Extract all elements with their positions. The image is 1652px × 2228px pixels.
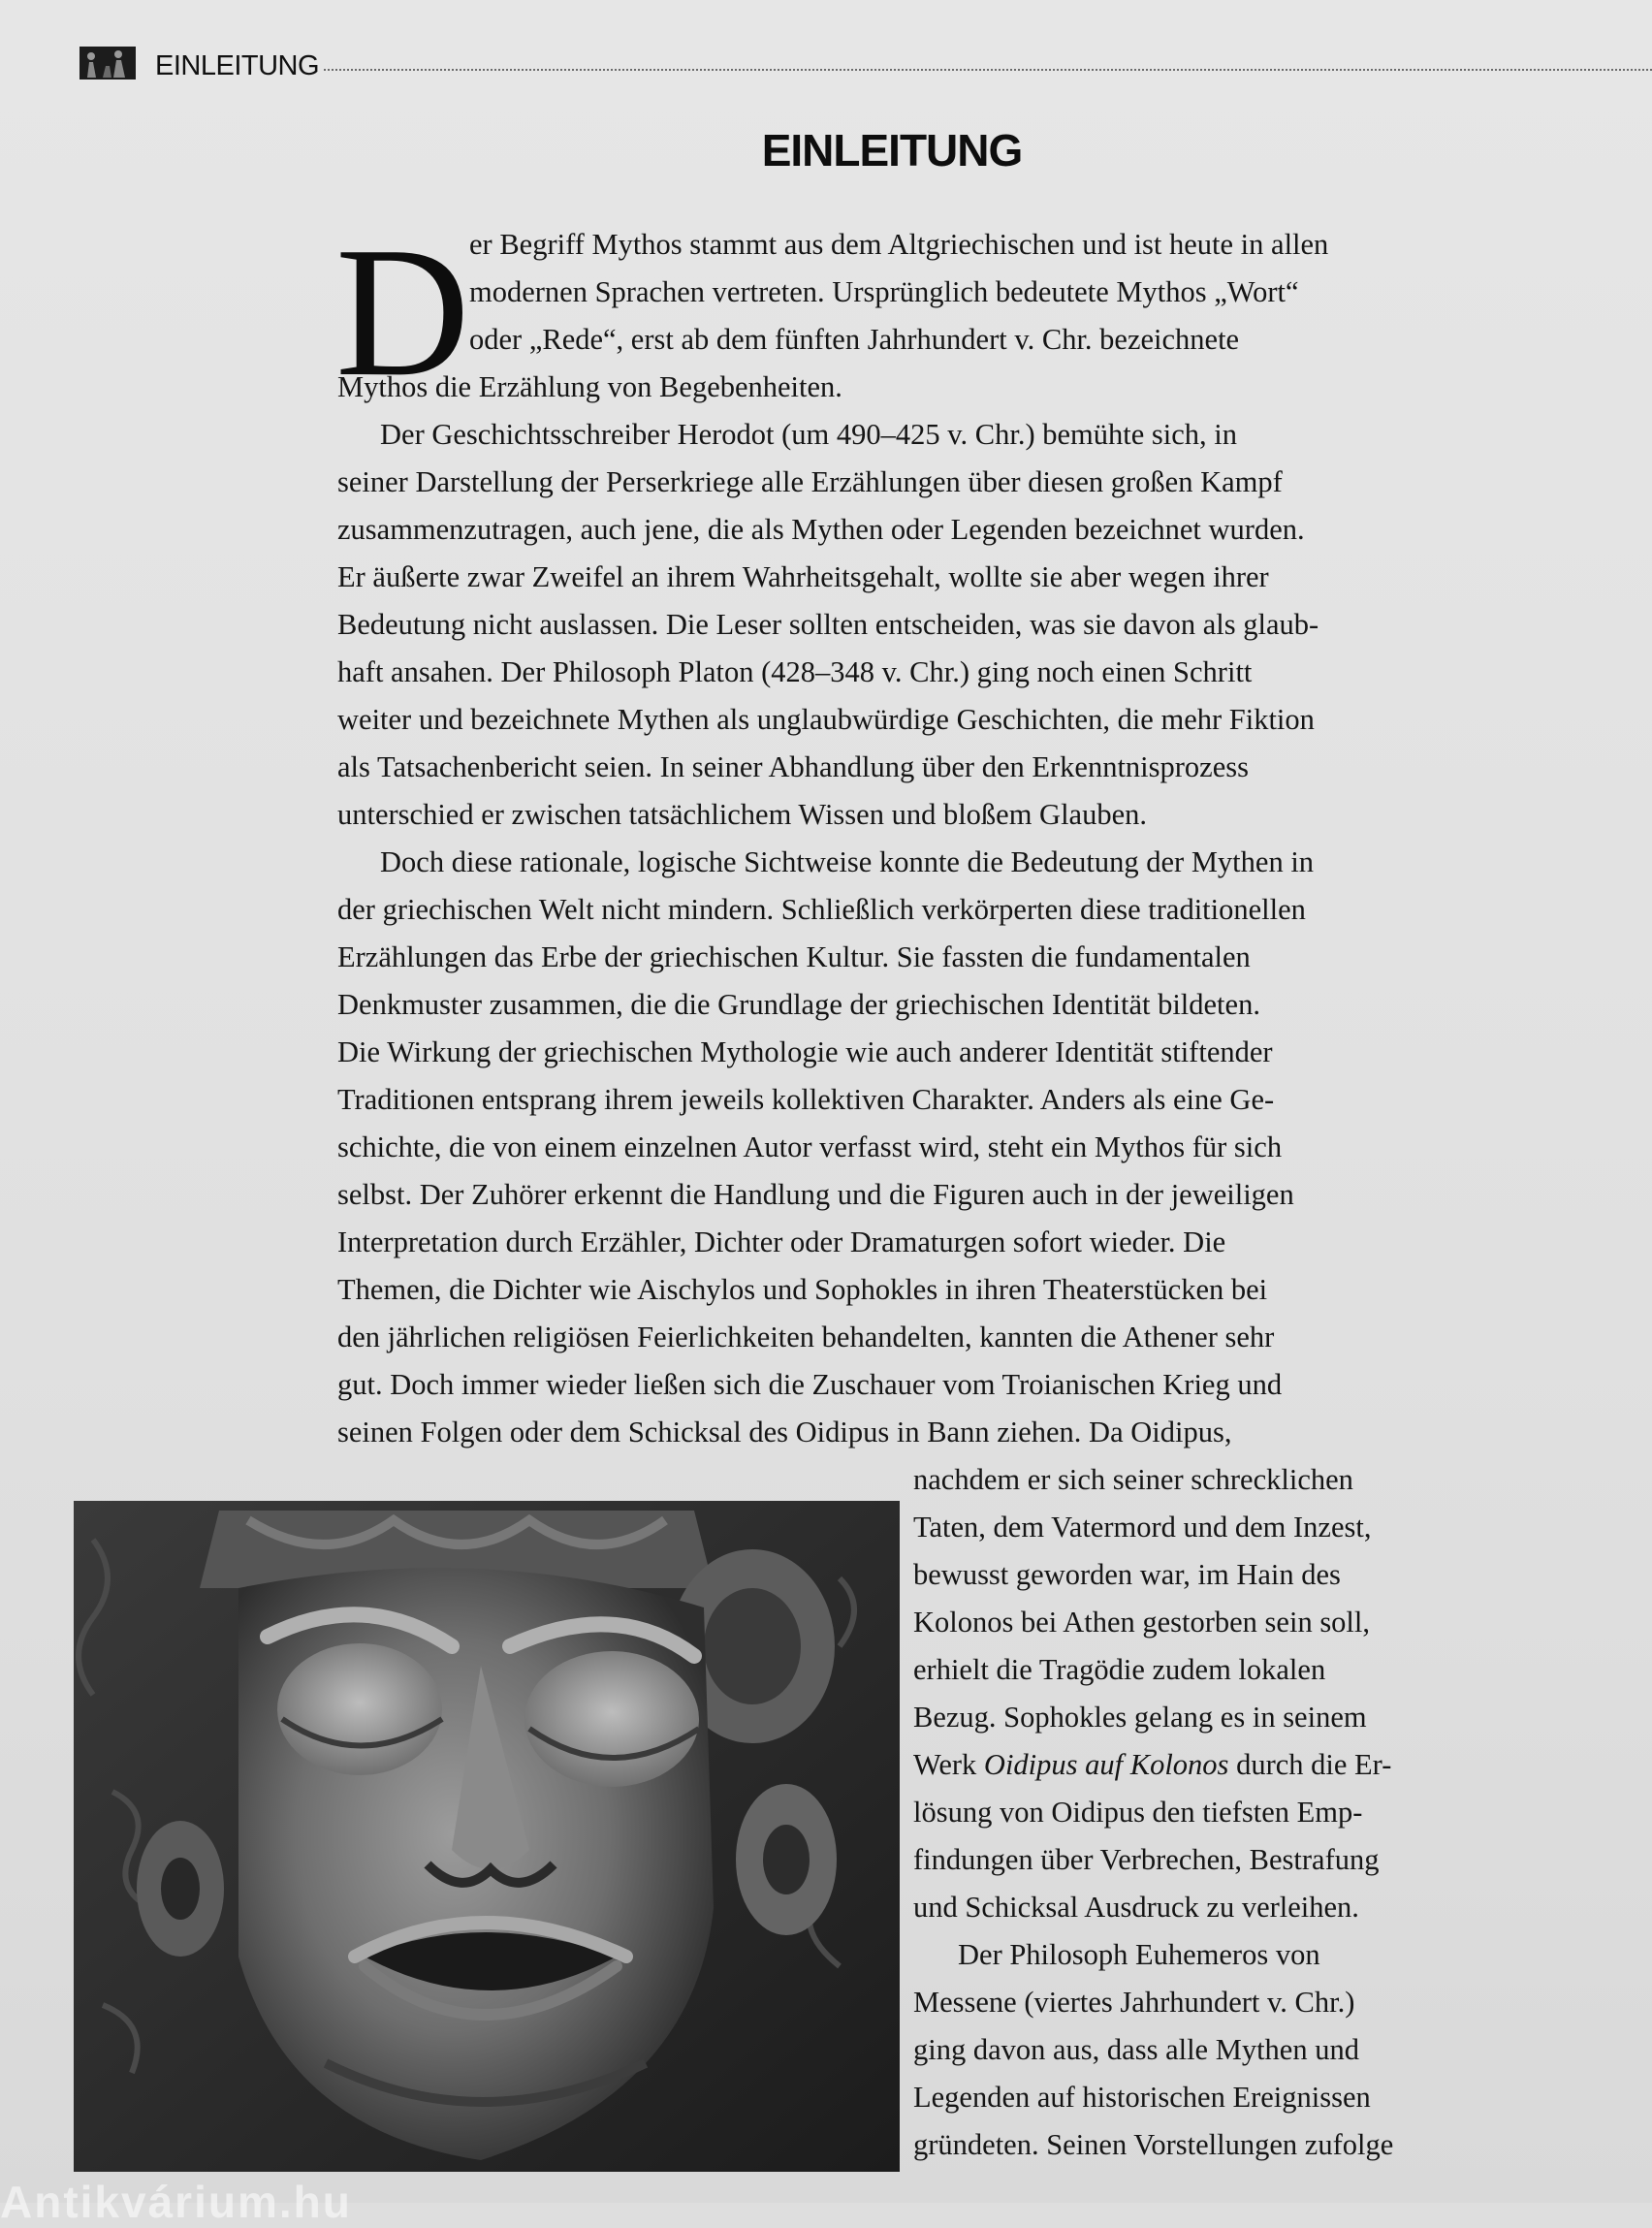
- body-line: Doch diese rationale, logische Sichtweise konnte die Bedeutung der Mythen in: [380, 845, 1315, 878]
- body-line: selbst. Der Zuhörer erkennt die Handlung und die Figuren auch in der jeweiligen: [337, 1178, 1294, 1211]
- intro-line: er Begriff Mythos stammt aus dem Altgriechischen und ist heute in allen: [469, 228, 1329, 261]
- page-title: EINLEITUNG: [761, 125, 1023, 175]
- column-line: findungen über Verbrechen, Bestrafung: [913, 1843, 1380, 1876]
- body-line: seiner Darstellung der Perserkriege alle Erzählungen über diesen großen Kampf: [337, 465, 1283, 498]
- column-line: Taten, dem Vatermord und dem Inzest,: [913, 1511, 1372, 1544]
- column-line: lösung von Oidipus den tiefsten Emp-: [913, 1796, 1363, 1829]
- body-line: Erzählungen das Erbe der griechischen Kultur. Sie fassten die fundamentalen: [337, 940, 1251, 973]
- body-line: den jährlichen religiösen Feierlichkeiten behandelten, kannten die Athener sehr: [337, 1321, 1275, 1353]
- column-line: gründeten. Seinen Vorstellungen zufolge: [913, 2128, 1394, 2161]
- body-line: Traditionen entsprang ihrem jeweils kollektiven Charakter. Anders als eine Ge-: [337, 1083, 1275, 1116]
- running-header-label: EINLEITUNG: [155, 50, 320, 81]
- body-line: Er äußerte zwar Zweifel an ihrem Wahrheitsgehalt, wollte sie aber wegen ihrer: [337, 560, 1269, 593]
- body-line: Themen, die Dichter wie Aischylos und Sophokles in ihren Theaterstücken bei: [337, 1273, 1268, 1306]
- intro-line: modernen Sprachen vertreten. Ursprünglich bedeutete Mythos „Wort“: [469, 275, 1299, 308]
- watermark-text: Antikvárium.hu: [0, 2177, 352, 2227]
- column-line: Messene (viertes Jahrhundert v. Chr.): [913, 1986, 1355, 2019]
- running-header: [79, 47, 1652, 85]
- body-line: Denkmuster zusammen, die die Grundlage der griechischen Identität bildeten.: [337, 988, 1260, 1021]
- body-line: schichte, die von einem einzelnen Autor verfasst wird, steht ein Mythos für sich: [337, 1130, 1283, 1163]
- column-line: Legenden auf historischen Ereignissen: [913, 2081, 1371, 2114]
- werk-prefix: Werk: [913, 1748, 984, 1781]
- body-line: der griechischen Welt nicht mindern. Schließlich verkörperten diese traditionellen: [337, 893, 1306, 926]
- header-dotted-rule: [324, 69, 1652, 71]
- figure-emblem-icon: [79, 47, 136, 80]
- body-line: unterschied er zwischen tatsächlichem Wissen und bloßem Glauben.: [337, 798, 1148, 831]
- work-title-italic: Oidipus auf Kolonos: [983, 1748, 1229, 1781]
- body-line: als Tatsachenbericht seien. In seiner Abhandlung über den Erkenntnisprozess: [337, 750, 1249, 783]
- body-line: Interpretation durch Erzähler, Dichter oder Dramaturgen sofort wieder. Die: [337, 1225, 1226, 1258]
- body-line: haft ansahen. Der Philosoph Platon (428–348 v. Chr.) ging noch einen Schritt: [337, 655, 1253, 688]
- body-line: Der Geschichtsschreiber Herodot (um 490–425 v. Chr.) bemühte sich, in: [380, 418, 1238, 451]
- column-line: Kolonos bei Athen gestorben sein soll,: [913, 1606, 1371, 1639]
- drop-cap: D: [335, 208, 470, 415]
- column-line: erhielt die Tragödie zudem lokalen: [913, 1653, 1326, 1686]
- body-line: Bedeutung nicht auslassen. Die Leser sollten entscheiden, was sie davon als glaub-: [337, 608, 1319, 641]
- column-line: bewusst geworden war, im Hain des: [913, 1558, 1341, 1591]
- column-line: Der Philosoph Euhemeros von: [958, 1938, 1320, 1971]
- body-line: Die Wirkung der griechischen Mythologie wie auch anderer Identität stiftender: [337, 1035, 1273, 1068]
- body-line: weiter und bezeichnete Mythen als unglaubwürdige Geschichten, die mehr Fiktion: [337, 703, 1315, 736]
- column-line: ging davon aus, dass alle Mythen und: [913, 2033, 1359, 2066]
- column-line: und Schicksal Ausdruck zu verleihen.: [913, 1891, 1359, 1924]
- column-line: nachdem er sich seiner schrecklichen: [913, 1463, 1353, 1496]
- body-line: seinen Folgen oder dem Schicksal des Oidipus in Bann ziehen. Da Oidipus,: [337, 1416, 1232, 1448]
- body-line: gut. Doch immer wieder ließen sich die Zuschauer vom Troianischen Krieg und: [337, 1368, 1283, 1401]
- stone-mask-photograph: [74, 1501, 900, 2172]
- werk-suffix: durch die Er-: [1228, 1748, 1392, 1781]
- intro-line: oder „Rede“, erst ab dem fünften Jahrhundert v. Chr. bezeichnete: [469, 323, 1240, 356]
- column-line-with-title: [913, 1745, 1391, 1784]
- intro-line: Mythos die Erzählung von Begebenheiten.: [337, 370, 842, 403]
- column-line: Bezug. Sophokles gelang es in seinem: [913, 1701, 1367, 1734]
- body-line: zusammenzutragen, auch jene, die als Mythen oder Legenden bezeichnet wurden.: [337, 513, 1305, 546]
